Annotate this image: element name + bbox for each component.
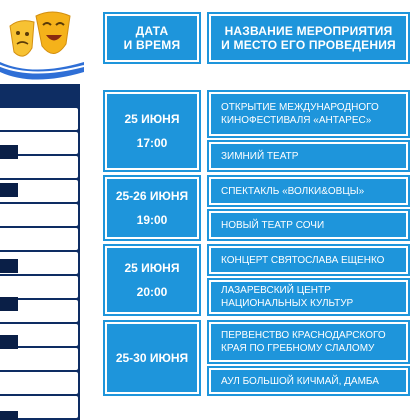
event-3-place: ЛАЗАРЕВСКИЙ ЦЕНТР НАЦИОНАЛЬНЫХ КУЛЬТУР: [207, 278, 410, 316]
header-event-place: НАЗВАНИЕ МЕРОПРИЯТИЯ И МЕСТО ЕГО ПРОВЕДЕНИЯ: [207, 12, 410, 64]
event-2-place: НОВЫЙ ТЕАТР СОЧИ: [207, 209, 410, 241]
decorative-strip: [0, 0, 84, 420]
event-4-date: 25-30 ИЮНЯ: [103, 320, 201, 396]
theatre-masks-icon: [0, 0, 84, 84]
event-1-place: ЗИМНИЙ ТЕАТР: [207, 140, 410, 172]
piano-keys: [0, 84, 80, 420]
event-3-date: 25 ИЮНЯ 20:00: [103, 244, 201, 316]
event-1-name: ОТКРЫТИЕ МЕЖДУНАРОДНОГО КИНОФЕСТИВАЛЯ «АНТАРЕС»: [207, 90, 410, 138]
event-4-name: ПЕРВЕНСТВО КРАСНОДАРСКОГО КРАЯ ПО ГРЕБНОМУ СЛАЛОМУ: [207, 320, 410, 364]
event-1-date: 25 ИЮНЯ 17:00: [103, 90, 201, 172]
event-3-name: КОНЦЕРТ СВЯТОСЛАВА ЕЩЕНКО: [207, 244, 410, 276]
event-2-name: СПЕКТАКЛЬ «ВОЛКИ&ОВЦЫ»: [207, 175, 410, 207]
event-4-place: АУЛ БОЛЬШОЙ КИЧМАЙ, ДАМБА: [207, 366, 410, 396]
event-2-date: 25-26 ИЮНЯ 19:00: [103, 175, 201, 241]
header-date-time: ДАТА И ВРЕМЯ: [103, 12, 201, 64]
